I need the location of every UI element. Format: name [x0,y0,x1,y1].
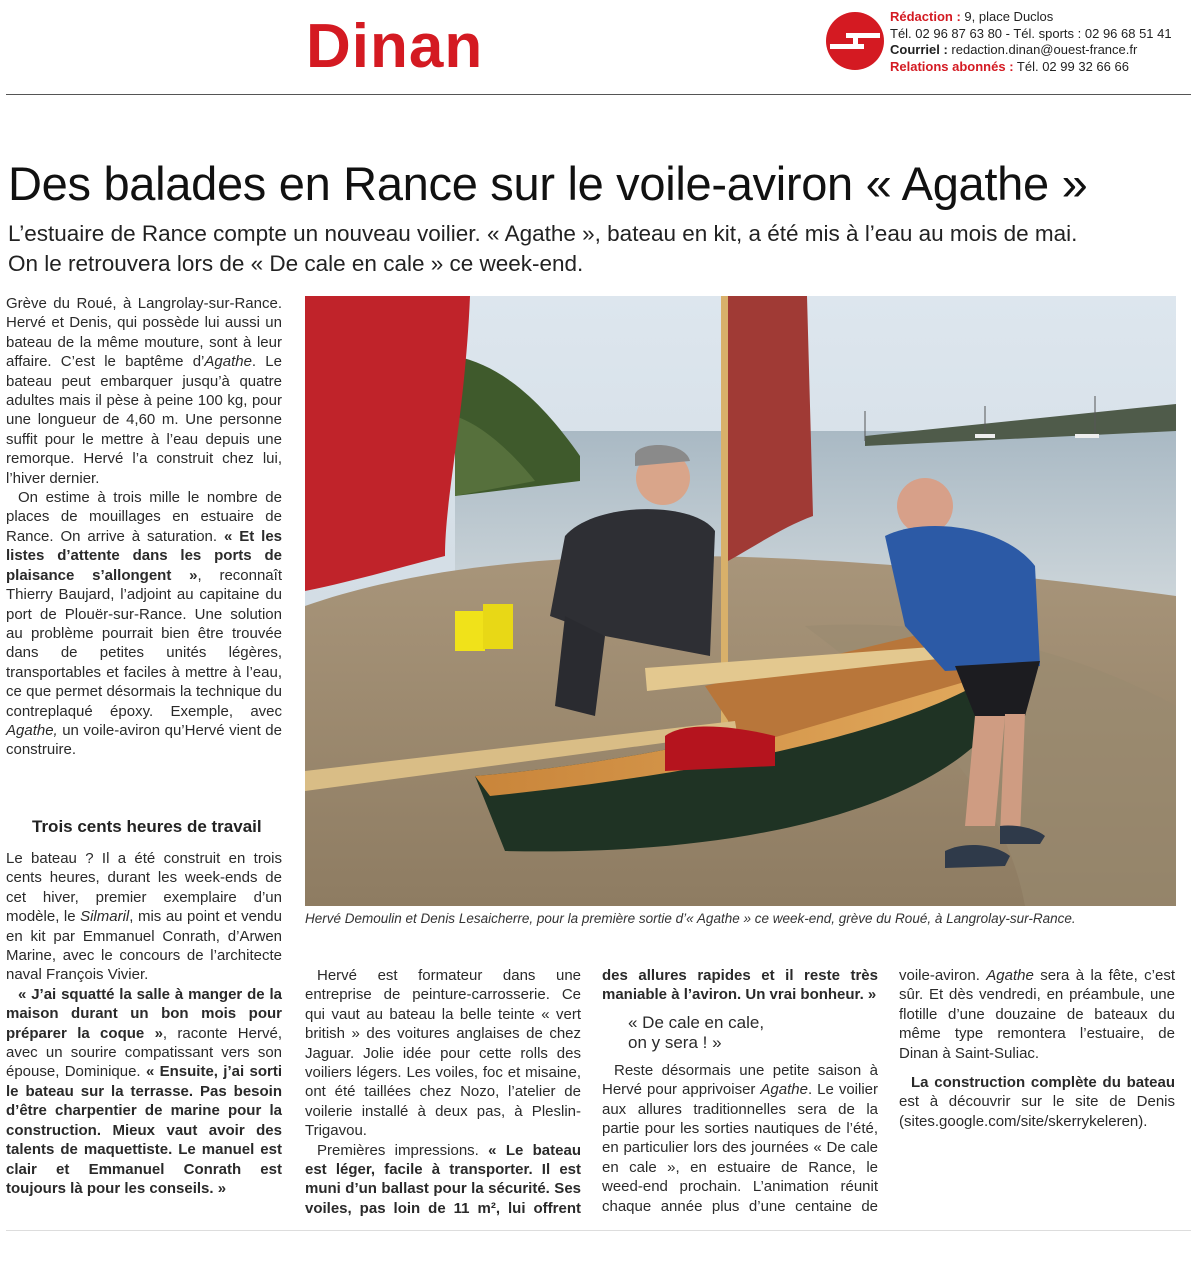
text: Premières impressions. [317,1141,489,1159]
text-em: Agathe, [6,721,58,739]
lead-line-2: On le retrouvera lors de « De cale en cale » ce week-end. [8,251,584,276]
abonnes-label: Relations abonnés : [890,58,1014,74]
section-title: Dinan [306,12,484,81]
text: . Le voilier aux allures traditionnelles sera de la partie pour les sorties nautiques de l’été, en particulier lors des journées « De cale en cale », en estuaire de Rance, le weed-end prochain. L’animation réunit chaque année plus d’une centaine de voile-aviron. [602,967,987,1215]
quote: « Et les listes d’attente dans les ports de plaisance s’allongent » [6,527,283,584]
article-headline: Des balades en Rance sur le voile-aviron « Agathe » [8,157,1088,210]
text-em: Silmaril [80,908,130,926]
article-lower-columns [305,966,1175,1228]
photo-caption: Hervé Demoulin et Denis Lesaicherre, pour la première sortie d’« Agathe » ce week-end, grève du Roué, à Langrolay-sur-Rance. [305,911,1076,926]
redaction-line [890,9,1172,26]
article-column-1 [6,294,282,760]
abonnes-line [890,59,1172,76]
paragraph [305,966,581,1141]
paragraph [6,488,282,760]
contact-block [890,9,1172,75]
text: Hervé est formateur dans une entreprise de peinture-carrosserie. Ce qui vaut au bateau la belle teinte « vert british » des voitures anglaises de chez Jaguar. Jolie idée pour cette rolls des voiliers légers. Les voiles, foc et misaine, ont été taillées chez Nozo, l’atelier de voilerie installé à deux pas, à Pleslin-Trigavou. [305,967,581,1140]
text-em: Agathe [986,967,1034,984]
text: Le bateau ? Il a été construit en trois cents heures, durant les week-ends de cet hiver, premier exemplaire d’un modèle, le [6,850,282,926]
subheading [628,1013,878,1053]
footer-divider [6,1230,1191,1231]
text-bold: La construction complète du bateau [911,1074,1175,1092]
quote: « Le bateau est léger, facile à transporter. Il est muni d’un ballast pour la sécurité. Ses voiles, pas loin de 11 m², lui offrent des allures rapides et il reste très maniable à l’aviron. Un vrai bonheur. » [305,967,878,1217]
redaction-value: 9, place Duclos [960,9,1054,24]
subheading-line: on y sera ! » [628,1032,722,1052]
text: sera à la fête, c’est sûr. Et dès vendredi, en préambule, une flotille d’une douzaine de bateaux du même type remontera l’estuaire, de Dinan à Saint-Suliac. [899,967,1175,1062]
text-em: Agathe [760,1081,808,1099]
text: un voile-aviron qu’Hervé vient de construire. [6,721,282,759]
tel-line: Tél. 02 96 87 63 80 - Tél. sports : 02 96 68 51 41 [890,25,1172,41]
ouest-france-logo-icon [826,12,884,70]
header-divider [6,94,1191,95]
redaction-label: Rédaction : [890,9,961,24]
quote: « J’ai squatté la salle à manger de la maison durant un bon mois pour préparer la coque » [6,985,282,1042]
subheading: Trois cents heures de travail [32,817,262,836]
courriel-label: Courriel : [890,42,948,57]
text: , raconte Hervé, avec un sourire compatissant vers son épouse, Dominique. [6,1024,282,1081]
subheading-line: « De cale en cale, [628,1012,765,1032]
courriel-line [890,42,1172,59]
abonnes-value: Tél. 02 99 32 66 66 [1013,58,1129,74]
quote: « Ensuite, j’ai sorti le bateau sur la terrasse. Pas besoin d’être charpentier de marine pour la construction. Mieux vaut avoir des talents de maquettiste. Le manuel est clair et Emmanuel Conrath est toujours là pour les conseils. » [6,1063,282,1197]
text: est à découvrir sur le site de Denis (sites.google.com/site/skerrykeleren). [899,1093,1175,1130]
paragraph [6,985,282,1198]
article-photo [305,296,1176,906]
courriel-value: redaction.dinan@ouest-france.fr [947,42,1138,57]
text: , reconnaît Thierry Baujard, l’adjoint au capitaine du port de Plouër-sur-Rance. Une solution au problème pourrait bien être trouvée dans de petites unités légères, transportables et faciles à mettre à l’eau, ce que permet désormais la technique du contreplaqué époxy. Exemple, avec [6,566,282,720]
text: Grève du Roué, à Langrolay-sur-Rance. Hervé et Denis, qui possède lui aussi un bateau de la même mouture, sont à leur affaire. C’est le baptême d’ [6,295,282,371]
text-em: Agathe [204,353,252,371]
paragraph [6,849,282,985]
text: , mis au point et vendu en kit par Emmanuel Conrath, d’Arwen Marine, avec le concours de l’architecte naval François Vivier. [6,908,282,984]
text: Reste désormais une petite saison à Hervé pour apprivoiser [602,1061,878,1099]
paragraph [899,1073,1175,1131]
article-lead [8,219,1193,279]
text: On estime à trois mille le nombre de places de mouillages en estuaire de Rance. On arrive à saturation. [6,489,282,545]
lead-line-1: L’estuaire de Rance compte un nouveau voilier. « Agathe », bateau en kit, a été mis à l’eau au mois de mai. [8,221,1078,246]
article-column-1-cont [6,849,282,1198]
text: . Le bateau peut embarquer jusqu’à quatre adultes mais il pèse à peine 100 kg, pour une longueur de 4,60 m. Une personne suffit pour le mettre à l’eau depuis une remorque. Hervé l’a construit chez lui, l’hiver dernier. [6,353,282,487]
paragraph [6,294,282,488]
